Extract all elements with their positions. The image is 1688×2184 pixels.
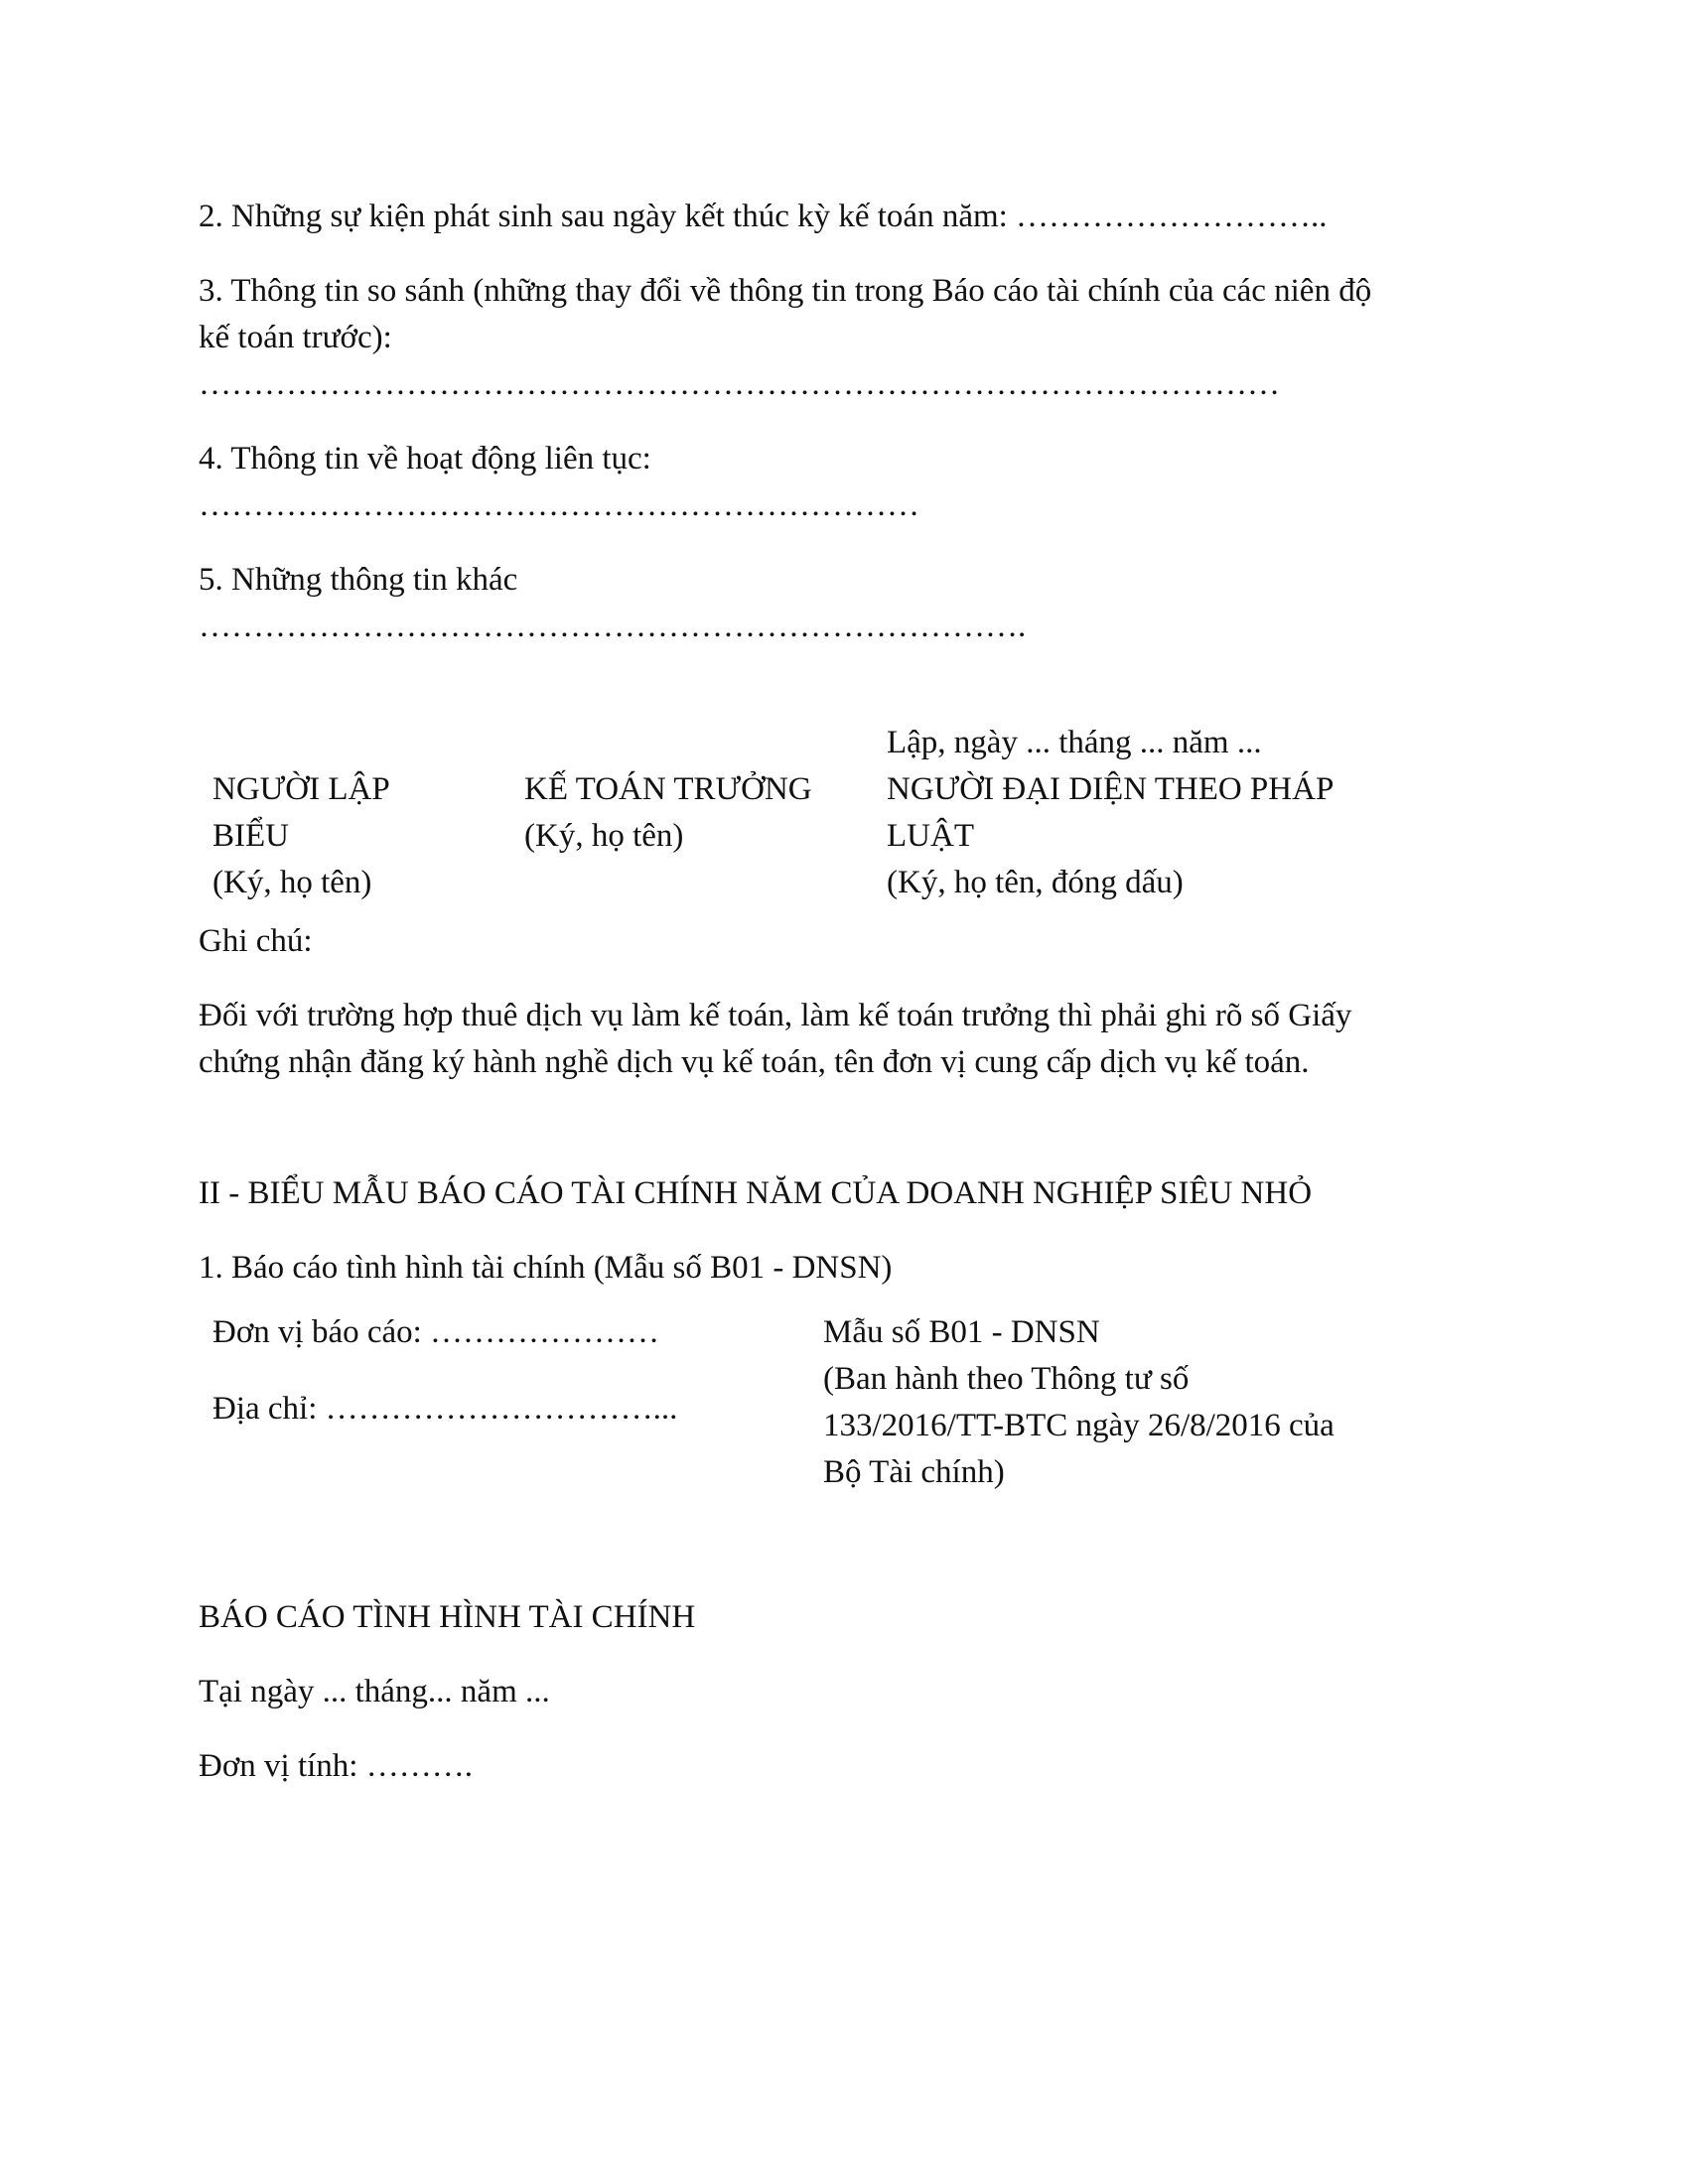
preparer-title-line2: BIỂU xyxy=(212,818,289,854)
form-issued-line3: Bộ Tài chính) xyxy=(823,1454,1005,1490)
legal-rep-title-line2: LUẬT xyxy=(887,818,974,854)
report-header-block xyxy=(199,1309,1489,1508)
note-text-line2: chứng nhận đăng ký hành nghề dịch vụ kế toán, tên đơn vị cung cấp dịch vụ kế toán. xyxy=(199,1044,1310,1080)
item-3-dots: ……………………………………………………………………………………… xyxy=(199,366,1280,402)
chief-accountant-title: KẾ TOÁN TRƯỞNG xyxy=(524,771,812,807)
item-3-text-line1: 3. Thông tin so sánh (những thay đổi về thông tin trong Báo cáo tài chính của các niên độ xyxy=(199,273,1372,309)
reporting-unit-field: Đơn vị báo cáo: ………………… xyxy=(212,1314,660,1350)
item-5-dots: …………………………………………………………………. xyxy=(199,609,1027,644)
legal-rep-title-line1: NGƯỜI ĐẠI DIỆN THEO PHÁP xyxy=(887,771,1335,807)
form-issued-line2: 133/2016/TT-BTC ngày 26/8/2016 của xyxy=(823,1408,1335,1443)
form-number: Mẫu số B01 - DNSN xyxy=(823,1314,1100,1350)
form-reference xyxy=(823,1309,1419,1496)
note-text-line1: Đối với trường hợp thuê dịch vụ làm kế toán, làm kế toán trưởng thì phải ghi rõ số Giấy xyxy=(199,998,1352,1033)
signature-preparer xyxy=(212,766,471,906)
legal-rep-sign-note: (Ký, họ tên, đóng dấu) xyxy=(887,865,1184,900)
preparer-title-line1: NGƯỜI LẬP xyxy=(212,771,390,807)
signature-legal-representative xyxy=(887,720,1443,906)
signature-date: Lập, ngày ... tháng ... năm ... xyxy=(887,725,1262,760)
form-issued-line1: (Ban hành theo Thông tư số xyxy=(823,1361,1190,1397)
note-label: Ghi chú: xyxy=(199,923,313,959)
reporting-unit-info xyxy=(212,1309,677,1433)
signature-chief-accountant xyxy=(524,766,882,860)
report-date: Tại ngày ... tháng... năm ... xyxy=(199,1674,550,1709)
item-4-text: 4. Thông tin về hoạt động liên tục: xyxy=(199,441,651,477)
item-4-dots: ………………………………………………………… xyxy=(199,487,919,523)
item-2-text: 2. Những sự kiện phát sinh sau ngày kết thúc kỳ kế toán năm: ……………………….. xyxy=(199,199,1328,234)
report-title: BÁO CÁO TÌNH HÌNH TÀI CHÍNH xyxy=(199,1599,696,1635)
item-3-text-line2: kế toán trước): xyxy=(199,320,392,355)
item-5-text: 5. Những thông tin khác xyxy=(199,562,518,598)
document-page xyxy=(199,194,1489,1790)
section-2-sub1: 1. Báo cáo tình hình tài chính (Mẫu số B01 - DNSN) xyxy=(199,1250,893,1286)
preparer-sign-note: (Ký, họ tên) xyxy=(212,865,372,900)
report-unit: Đơn vị tính: ………. xyxy=(199,1748,473,1784)
signature-block xyxy=(199,720,1489,918)
chief-accountant-sign-note: (Ký, họ tên) xyxy=(524,818,684,854)
address-field: Địa chỉ: …………………………... xyxy=(212,1391,678,1427)
section-2-heading: II - BIỂU MẪU BÁO CÁO TÀI CHÍNH NĂM CỦA DOANH NGHIỆP SIÊU NHỎ xyxy=(199,1175,1313,1211)
